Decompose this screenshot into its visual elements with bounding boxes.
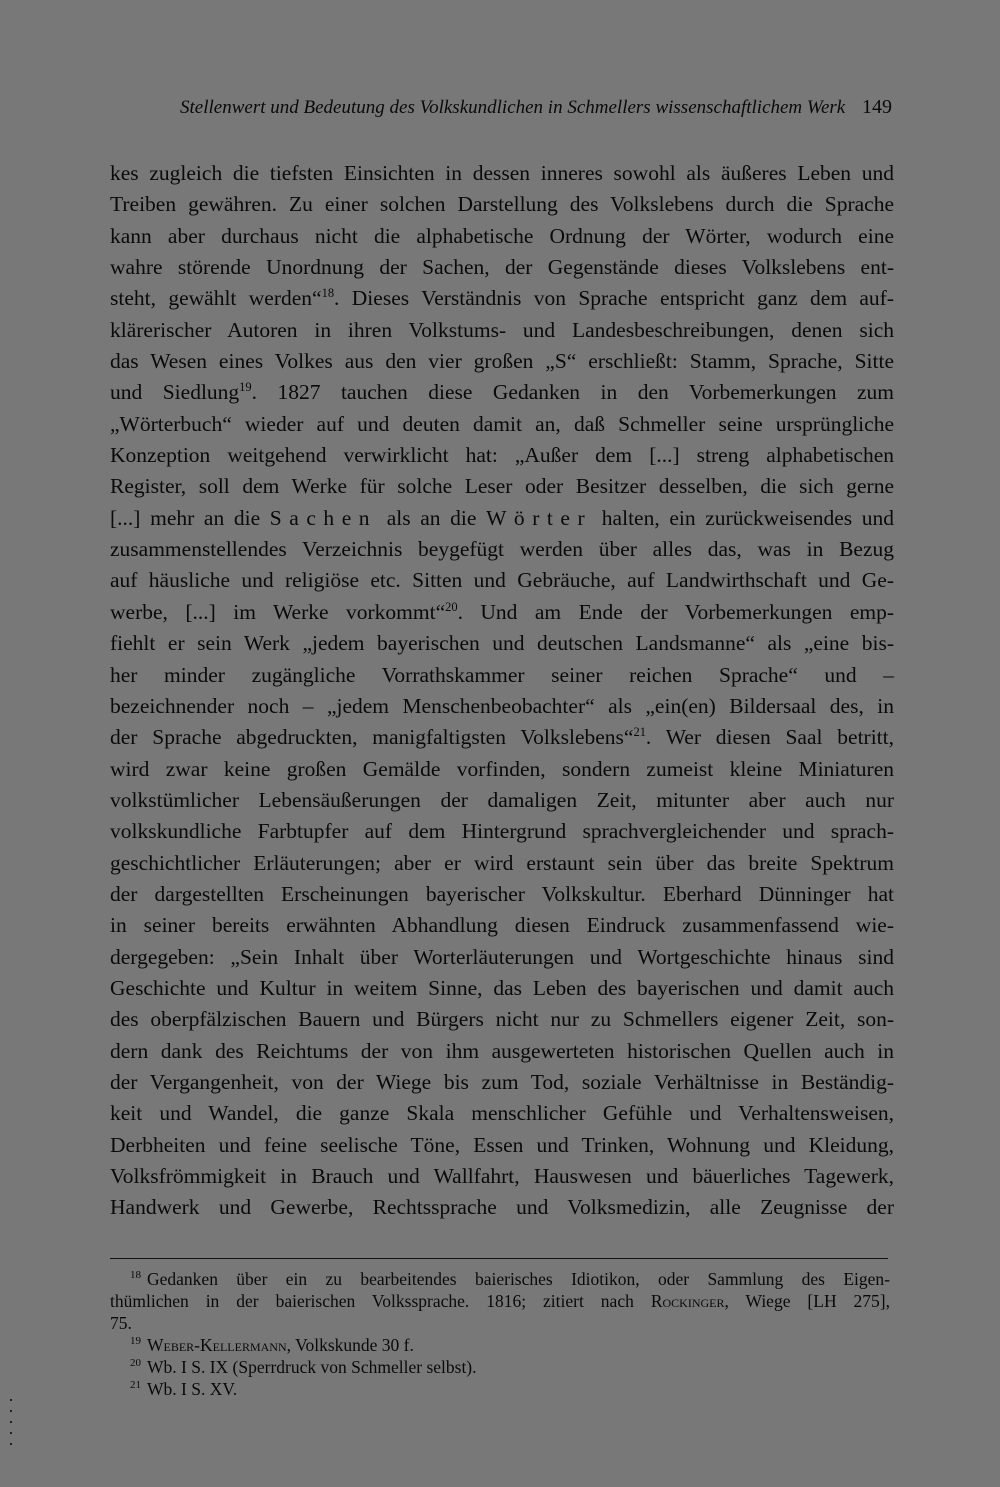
text-line: Derbheiten und feine seelische Töne, Essen und Trinken, Wohnung und Kleidung, xyxy=(110,1132,894,1157)
text-line: des oberpfälzischen Bauern und Bürgers nicht nur zu Schmellers eigener Zeit, son- xyxy=(110,1007,894,1032)
text-line: dergegeben: „Sein Inhalt über Worterläuterungen und Wortgeschichte hinaus sind xyxy=(110,944,894,969)
text-line: keit und Wandel, die ganze Skala menschlicher Gefühle und Verhaltensweisen, xyxy=(110,1101,894,1126)
text-line: Konzeption weitgehend verwirklicht hat: „Außer dem [...] streng alphabetischen xyxy=(110,443,894,468)
text-line: wird zwar keine großen Gemälde vorfinden, sondern zumeist kleine Miniaturen xyxy=(110,756,894,781)
text-line: fiehlt er sein Werk „jedem bayerischen und deutschen Landsmanne“ als „eine bis- xyxy=(110,631,894,656)
text-line: in seiner bereits erwähnten Abhandlung diesen Eindruck zusammenfassend wie- xyxy=(110,913,894,938)
scan-margin-marks xyxy=(4,1390,24,1480)
text-line: der Sprache abgedruckten, manigfaltigsten Volkslebens“$^{21}$. Wer diesen Saal betritt, xyxy=(110,725,894,750)
text-line: Treiben gewähren. Zu einer solchen Darstellung des Volkslebens durch die Sprache xyxy=(110,192,894,217)
text-line: wahre störende Unordnung der Sachen, der Gegenstände dieses Volkslebens ent- xyxy=(110,255,894,280)
text-line: volkskundliche Farbtupfer auf dem Hintergrund sprachvergleichender und sprach- xyxy=(110,819,894,844)
text-line: dern dank des Reichtums der von ihm ausgewerteten historischen Quellen auch in xyxy=(110,1038,894,1063)
text-line: zusammenstellendes Verzeichnis beygefügt werden über alles das, was in Bezug xyxy=(110,537,894,562)
footnote-ref-21[interactable]: 21 xyxy=(633,725,646,740)
author-name: Rockinger xyxy=(650,1291,725,1311)
running-header xyxy=(110,96,892,130)
text-line: steht, gewählt werden“$^{18}$. Dieses Verständnis von Sprache entspricht ganz dem auf- xyxy=(110,286,895,311)
text-line: geschichtlicher Erläuterungen; aber er wird erstaunt sein über das breite Spektrum xyxy=(110,850,894,875)
text-line: her minder zugängliche Vorrathskammer seiner reichen Sprache“ und – xyxy=(110,662,894,687)
spaced-word-woerter: Wörter xyxy=(486,505,593,530)
footnote-ref-19[interactable]: 19 xyxy=(239,380,252,395)
text-line: klärerischer Autoren in ihren Volkstums- und Landesbeschreibungen, denen sich xyxy=(110,317,894,342)
text-line: werbe, [...] im Werke vorkommt“$^{20}$. Und am Ende der Vorbemerkungen emp- xyxy=(110,599,895,624)
spaced-word-sachen: Sachen xyxy=(269,505,378,530)
text-line: kann aber durchaus nicht die alphabetische Ordnung der Wörter, wodurch eine xyxy=(110,223,894,248)
footnote-21: $^{21}$ Wb. I S. XV. xyxy=(130,1379,238,1399)
text-line: volkstümlicher Lebensäußerungen der damaligen Zeit, mitunter aber auch nur xyxy=(110,787,894,812)
footnote-number: 21 xyxy=(130,1379,141,1392)
footnote-number: 19 xyxy=(130,1335,141,1348)
running-title: Stellenwert und Bedeutung des Volkskundlichen in Schmellers wissenschaftlichem Werk xyxy=(180,97,846,118)
text-line: [...] mehr an die Sachen als an die Wörter halten, ein zurückweisendes und xyxy=(110,505,895,530)
footnote-number: 20 xyxy=(130,1357,141,1370)
text-line: „Wörterbuch“ wieder auf und deuten damit an, daß Schmeller seine ursprüngliche xyxy=(110,411,894,436)
text-line: bezeichnender noch – „jedem Menschenbeobachter“ als „ein(en) Bildersaal des, in xyxy=(110,693,894,718)
footnote-19: $^{19}$ Weber-Kellermann, Volkskunde 30 f. xyxy=(130,1335,414,1355)
text-line: Register, soll dem Werke für solche Leser oder Besitzer desselben, die sich gerne xyxy=(110,474,894,499)
text-line: Geschichte und Kultur in weitem Sinne, das Leben des bayerischen und damit auch xyxy=(110,975,894,1000)
footnote-ref-18[interactable]: 18 xyxy=(321,286,335,301)
footnote-ref-20[interactable]: 20 xyxy=(445,599,458,614)
footnotes xyxy=(110,1268,890,1400)
main-text xyxy=(110,158,894,1224)
footnote-18: $^{18}$ Gedanken über ein zu bearbeitendes baierisches Idiotikon, oder Sammlung des Eigen- thümlichen in der baierischen Volkssprache. 1816; zitiert nach Rockinger, Wiege [LH 275], 75. xyxy=(110,1269,890,1333)
text-line: Volksfrömmigkeit in Brauch und Wallfahrt, Hauswesen und bäuerliches Tagewerk, xyxy=(110,1164,894,1188)
text-line: kes zugleich die tiefsten Einsichten in dessen inneres sowohl als äußeres Leben und xyxy=(110,161,894,185)
text-line: Handwerk und Gewerbe, Rechtssprache und Volksmedizin, alle Zeugnisse der xyxy=(110,1195,894,1220)
text-line: der dargestellten Erscheinungen bayerischer Volkskultur. Eberhard Dünninger hat xyxy=(110,881,894,906)
footnote-divider xyxy=(110,1258,888,1259)
page-number: 149 xyxy=(862,96,892,118)
text-line: auf häusliche und religiöse etc. Sitten und Gebräuche, auf Landwirthschaft und Ge- xyxy=(110,568,894,593)
author-name: Weber-Kellermann xyxy=(147,1335,287,1355)
footnote-number: 18 xyxy=(130,1269,141,1282)
footnote-20: $^{20}$ Wb. I S. IX (Sperrdruck von Schmeller selbst). xyxy=(130,1357,477,1377)
text-line: der Vergangenheit, von der Wiege bis zum Tod, soziale Verhältnisse in Beständig- xyxy=(110,1069,894,1094)
text-line: und Siedlung$^{19}$. 1827 tauchen diese Gedanken in den Vorbemerkungen zum xyxy=(110,380,894,405)
text-line: das Wesen eines Volkes aus den vier großen „S“ erschließt: Stamm, Sprache, Sitte xyxy=(110,349,894,374)
